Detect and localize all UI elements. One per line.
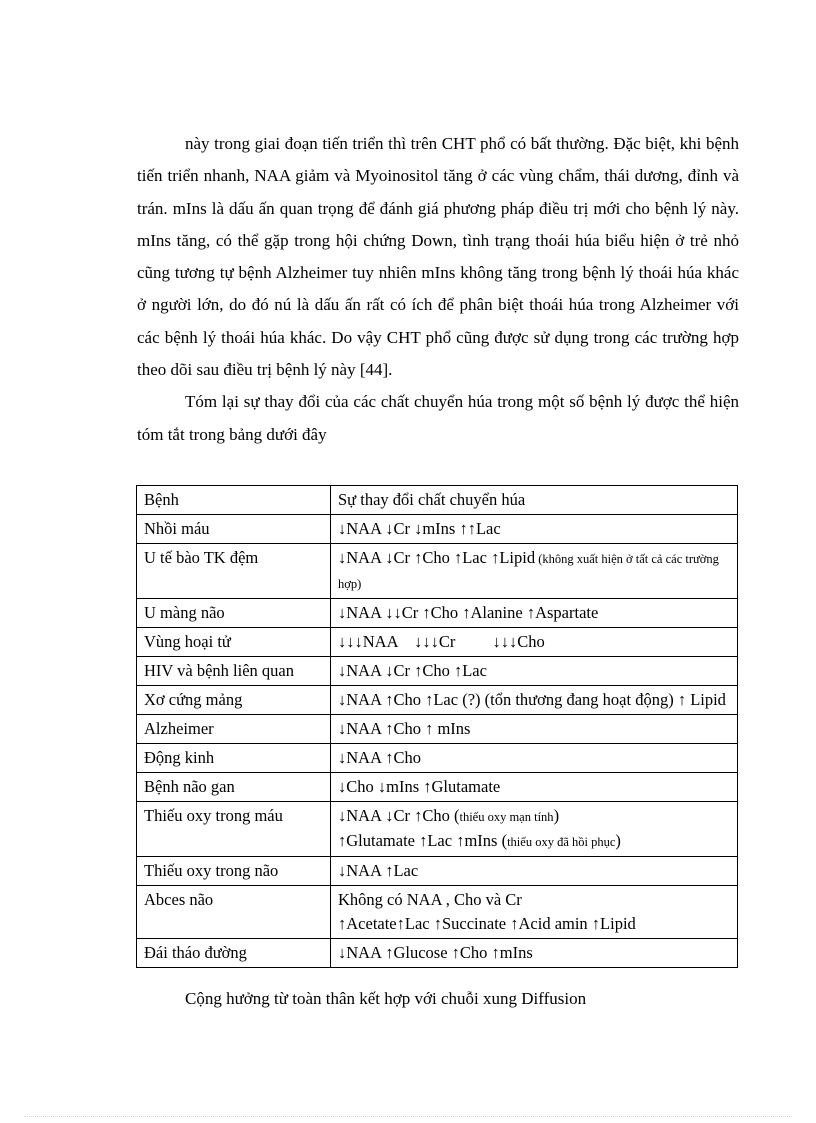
changes-cell (331, 657, 738, 686)
changes-cell (331, 715, 738, 744)
body-text (137, 128, 739, 451)
changes-text: ↑Glutamate ↑Lac ↑mIns ( (338, 831, 508, 850)
table-row (137, 802, 738, 857)
table-row (137, 773, 738, 802)
disease-cell: U tế bào TK đệm (137, 544, 331, 599)
changes-line: ↑Acetate↑Lac ↑Succinate ↑Acid amin ↑Lipid (338, 914, 636, 933)
table-header-row (137, 486, 738, 515)
changes-text: ↓NAA ↓Cr ↓mIns ↑↑Lac (338, 519, 501, 538)
disease-cell: HIV và bệnh liên quan (137, 657, 331, 686)
changes-cell (331, 515, 738, 544)
changes-note: thiếu oxy đã hồi phục (507, 835, 616, 849)
disease-cell: Vùng hoại tử (137, 628, 331, 657)
changes-text: ↓NAA ↑Cho ↑Lac (?) (tổn thương đang hoạt động) ↑ Lipid (338, 690, 726, 709)
disease-cell: Xơ cứng mảng (137, 686, 331, 715)
changes-note: thiếu oxy mạn tính (459, 810, 554, 824)
changes-text: ↓NAA ↑Lac (338, 861, 419, 880)
header-disease: Bệnh (137, 486, 331, 515)
changes-cell (331, 886, 738, 939)
disease-cell: Nhồi máu (137, 515, 331, 544)
changes-text: ↓NAA ↑Cho (338, 748, 421, 767)
changes-note: (không xuất hiện ở tất cả các trường hợp) (338, 552, 719, 591)
table-row (137, 857, 738, 886)
disease-cell: Thiếu oxy trong não (137, 857, 331, 886)
table-row (137, 599, 738, 628)
header-changes: Sự thay đổi chất chuyển húa (331, 486, 738, 515)
changes-cell (331, 544, 738, 599)
disease-cell: Động kinh (137, 744, 331, 773)
changes-line: ↓NAA ↓Cr ↑Cho (thiếu oxy mạn tính) (338, 806, 560, 825)
table-row (137, 939, 738, 968)
disease-cell: U màng não (137, 599, 331, 628)
changes-cell (331, 773, 738, 802)
section-caption: Cộng hưởng từ toàn thân kết hợp với chuỗi xung Diffusion (185, 989, 587, 1008)
changes-line: Không có NAA , Cho và Cr (338, 890, 522, 909)
disease-cell: Bệnh não gan (137, 773, 331, 802)
table-row (137, 715, 738, 744)
table-row (137, 886, 738, 939)
changes-line: ↑Glutamate ↑Lac ↑mIns (thiếu oxy đã hồi phục) (338, 831, 621, 850)
table-row (137, 657, 738, 686)
metabolite-table (136, 485, 738, 968)
paragraph-2: Tóm lại sự thay đổi của các chất chuyển húa trong một số bệnh lý được thể hiện tóm tắt trong bảng dưới đây (137, 392, 739, 444)
changes-text: ↓NAA ↑Cho ↑ mIns (338, 719, 471, 738)
disease-cell: Abces não (137, 886, 331, 939)
changes-cell (331, 599, 738, 628)
disease-cell: Thiếu oxy trong máu (137, 802, 331, 857)
changes-text: ↓NAA ↑Glucose ↑Cho ↑mIns (338, 943, 533, 962)
changes-cell (331, 744, 738, 773)
table-row (137, 515, 738, 544)
table-row (137, 686, 738, 715)
table-row (137, 628, 738, 657)
changes-text: ↓Cho ↓mIns ↑Glutamate (338, 777, 501, 796)
changes-cell (331, 857, 738, 886)
changes-text: ↓NAA ↓↓Cr ↑Cho ↑Alanine ↑Aspartate (338, 603, 599, 622)
changes-text: ↓↓↓NAA ↓↓↓Cr ↓↓↓Cho (338, 632, 545, 651)
changes-text: ↓NAA ↓Cr ↑Cho ( (338, 806, 460, 825)
disease-cell: Alzheimer (137, 715, 331, 744)
changes-cell (331, 939, 738, 968)
paragraph-1: này trong giai đoạn tiến triển thì trên CHT phổ có bất thường. Đặc biệt, khi bệnh tiến triển nhanh, NAA giảm và Myoinositol tăng ở các vùng chẩm, thái dương, đỉnh và trán. mIns là dấu ấn quan trọng để đánh giá phương pháp điều trị mới cho bệnh lý này. mIns tăng, có thể gặp trong hội chứng Down, tình trạng thoái húa biểu hiện ở trẻ nhỏ cũng tương tự bệnh Alzheimer tuy nhiên mIns không tăng trong bệnh lý thoái húa khác ở người lớn, do đó nú là dấu ấn rất có ích để phân biệt thoái húa trong Alzheimer với các bệnh lý thoái húa khác. Do vậy CHT phổ cũng được sử dụng trong các trường hợp theo dõi sau điều trị bệnh lý này [44]. (137, 134, 739, 380)
changes-cell (331, 686, 738, 715)
changes-text: ↓NAA ↓Cr ↑Cho ↑Lac ↑Lipid (338, 548, 536, 567)
table-row (137, 744, 738, 773)
table-row (137, 544, 738, 599)
changes-cell (331, 628, 738, 657)
page-footer-divider (24, 1116, 792, 1117)
changes-cell (331, 802, 738, 857)
changes-text: ↓NAA ↓Cr ↑Cho ↑Lac (338, 661, 487, 680)
disease-cell: Đái tháo đường (137, 939, 331, 968)
